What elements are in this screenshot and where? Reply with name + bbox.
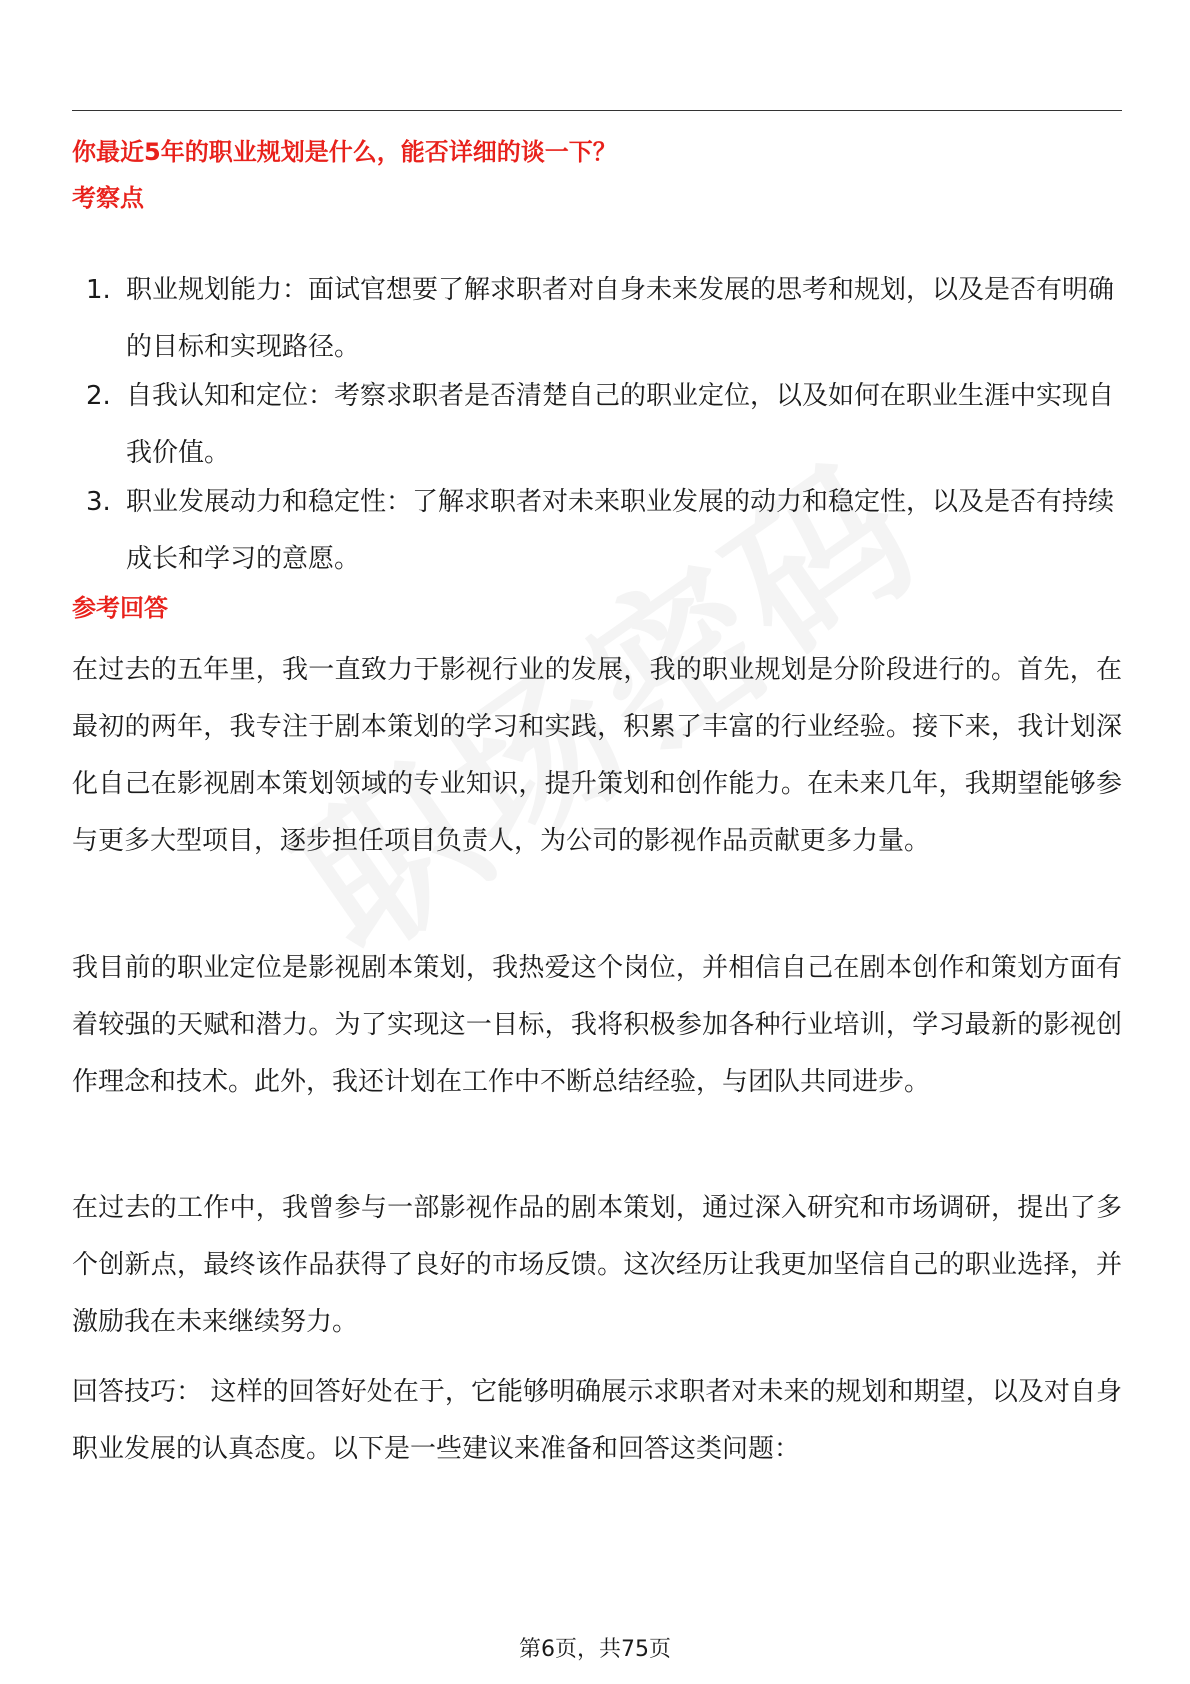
focus-point-number: 3. — [86, 487, 111, 517]
focus-point-text: 职业发展动力和稳定性：了解求职者对未来职业发展的动力和稳定性，以及是否有持续成长和学习的意愿。 — [126, 487, 1115, 574]
focus-point-number: 2. — [86, 381, 111, 411]
focus-point-3 — [72, 474, 1122, 588]
focus-point-text: 职业规划能力：面试官想要了解求职者对自身未来发展的思考和规划，以及是否有明确的目标和实现路径。 — [126, 275, 1115, 362]
focus-point-1 — [72, 262, 1122, 376]
top-divider — [72, 110, 1122, 111]
answer-heading: 参考回答 — [72, 594, 168, 622]
focus-heading: 考察点 — [72, 184, 144, 212]
focus-points-list — [72, 262, 1122, 588]
answer-paragraph-1: 在过去的五年里，我一直致力于影视行业的发展，我的职业规划是分阶段进行的。首先，在最初的两年，我专注于剧本策划的学习和实践，积累了丰富的行业经验。接下来，我计划深化自己在影视剧本策划领域的专业知识，提升策划和创作能力。在未来几年，我期望能够参与更多大型项目，逐步担任项目负责人，为公司的影视作品贡献更多力量。 — [72, 655, 1122, 856]
page-number-footer: 第6页，共75页 — [519, 1637, 671, 1662]
answer-tips-paragraph: 回答技巧： 这样的回答好处在于，它能够明确展示求职者对未来的规划和期望，以及对自身职业发展的认真态度。以下是一些建议来准备和回答这类问题： — [72, 1377, 1122, 1464]
focus-point-2 — [72, 368, 1122, 482]
focus-point-text: 自我认知和定位：考察求职者是否清楚自己的职业定位，以及如何在职业生涯中实现自我价值。 — [126, 381, 1115, 468]
answer-paragraph-2: 我目前的职业定位是影视剧本策划，我热爱这个岗位，并相信自己在剧本创作和策划方面有着较强的天赋和潜力。为了实现这一目标，我将积极参加各种行业培训，学习最新的影视创作理念和技术。此外，我还计划在工作中不断总结经验，与团队共同进步。 — [72, 953, 1122, 1097]
question-title: 你最近5年的职业规划是什么，能否详细的谈一下？ — [72, 138, 617, 166]
focus-point-number: 1. — [86, 275, 111, 305]
answer-paragraph-3: 在过去的工作中，我曾参与一部影视作品的剧本策划，通过深入研究和市场调研，提出了多个创新点，最终该作品获得了良好的市场反馈。这次经历让我更加坚信自己的职业选择，并激励我在未来继续努力。 — [72, 1193, 1122, 1337]
